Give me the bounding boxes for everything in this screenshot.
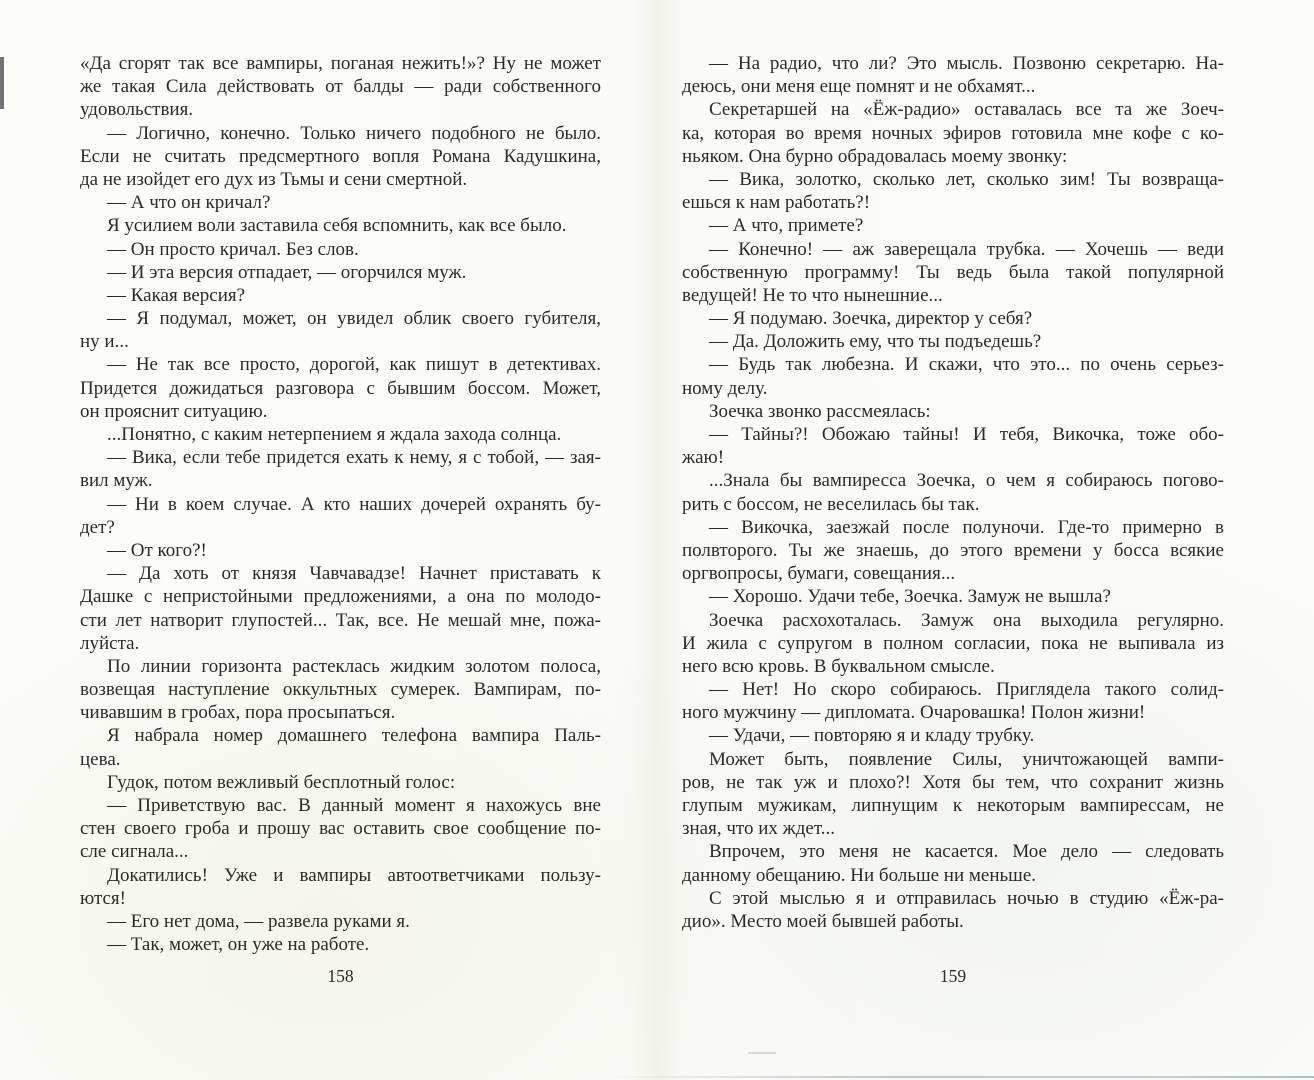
text-line: Впрочем, это меня не касается. Мое дело — следовать <box>709 841 1224 863</box>
text-line: — Будь так любезна. И скажи, что это... по очень серьез- <box>709 354 1224 376</box>
text-line: Дашке с непристойными предложениями, а она по молодо- <box>80 586 601 608</box>
text-line: возвещая наступление оккультных сумерек. Вампирам, по- <box>80 679 601 701</box>
text-line: сле сигнала... <box>80 841 189 863</box>
text-line: ньяком. Она бурно обрадовалась моему звонку: <box>682 145 1068 167</box>
text-line: Если не считать предсмертного вопля Романа Кадушкина, <box>80 145 601 167</box>
text-line: — Я подумаю. Зоечка, директор у себя? <box>709 308 1033 330</box>
text-line: собственную программу! Ты ведь была такой популярной <box>682 261 1224 283</box>
text-line: — Тайны?! Обожаю тайны! И тебя, Викочка, тоже обо- <box>709 424 1224 445</box>
text-line: Докатились! Уже и вампиры автоответчиками пользу- <box>107 864 601 886</box>
text-line: — Да. Доложить ему, что ты подъедешь? <box>709 331 1042 353</box>
text-line: ров, не так уж и плохо?! Хотя бы тем, что сохранит жизнь <box>682 771 1224 793</box>
text-line: ешься к нам работать?! <box>682 192 871 214</box>
text-line: — Удачи, — повторяю я и кладу трубку. <box>709 725 1035 747</box>
text-line: зная, что их ждет... <box>682 818 835 840</box>
scan-artifact-bottom-line <box>600 1076 1314 1078</box>
text-line: ну и... <box>80 331 129 353</box>
text-line: ведущей! Не то что нынешние... <box>682 284 943 306</box>
text-line: — Викочка, заезжай после полуночи. Где-то примерно в <box>709 516 1224 538</box>
text-line: же такая Сила действовать от балды — ради собственного <box>80 76 601 98</box>
text-line: ка, которая во время ночных эфиров готовила мне кофе с ко- <box>682 122 1224 144</box>
text-line: полвторого. Ты же знаешь, до этого времени у босса всякие <box>682 539 1224 561</box>
text-line: Придется дожидаться разговора с бывшим боссом. Может, <box>80 377 601 399</box>
text-line: Зоечка звонко рассмеялась: <box>709 400 931 422</box>
text-line: — Вика, если тебе придется ехать к нему, я с тобой, — зая- <box>107 447 601 469</box>
text-line: — Да хоть от князя Чавчавадзе! Начнет приставать к <box>107 563 601 585</box>
text-line: Я набрала номер домашнего телефона вампира Паль- <box>107 725 601 747</box>
text-line: луйста. <box>80 632 140 654</box>
text-line: — Конечно! — аж заверещала трубка. — Хочешь — веди <box>709 238 1224 260</box>
text-line: С этой мыслью я и отправилась ночью в студию «Ёж-ра- <box>709 887 1224 909</box>
text-line: стен своего гроба и прошу вас оставить свое сообщение по- <box>80 818 601 840</box>
text-line: оргвопросы, бумаги, совещания... <box>682 563 956 585</box>
page-gutter-shadow <box>636 0 680 1080</box>
text-line: — А что он кричал? <box>107 192 271 214</box>
page-number-right: 159 <box>939 966 967 986</box>
text-line: И жила с супругом в полном согласии, пока не выпивала из <box>682 632 1224 654</box>
text-line: вил муж. <box>80 470 153 492</box>
text-line: — Я подумал, может, он увидел облик своего губителя, <box>107 308 601 330</box>
text-line: — От кого?! <box>107 539 207 561</box>
text-line: «Да сгорят так все вампиры, поганая нежить!»? Ну не может <box>80 53 601 74</box>
text-line: — Какая версия? <box>107 284 246 306</box>
text-line: Я усилием воли заставила себя вспомнить, как все было. <box>107 215 567 237</box>
text-line: Может быть, появление Силы, уничтожающей вампи- <box>709 748 1224 770</box>
text-line: он прояснит ситуацию. <box>80 400 268 422</box>
text-line: Зоечка расхохоталась. Замуж она выходила регулярно. <box>709 609 1224 631</box>
text-line: жаю! <box>682 447 725 469</box>
text-line: чивавшим в гробах, пора просыпаться. <box>80 702 396 724</box>
text-line: — Хорошо. Удачи тебе, Зоечка. Замуж не вышла? <box>709 586 1111 608</box>
text-line: сти лет натворит глупостей... Так, все. Не мешай мне, пожа- <box>80 609 601 631</box>
text-line: ного мужчину — дипломата. Очаровашка! Полон жизни! <box>682 702 1146 724</box>
scan-artifact-left-edge <box>0 57 4 109</box>
text-line: него всю кровь. В буквальном смысле. <box>682 655 995 677</box>
text-line: Гудок, потом вежливый бесплотный голос: <box>107 771 456 793</box>
text-column-right <box>682 52 1224 933</box>
page-number-left: 158 <box>327 966 354 986</box>
text-line: — Вика, золотко, сколько лет, сколько зим! Ты возвраща- <box>709 168 1224 190</box>
text-line: — Так, может, он уже на работе. <box>107 934 370 956</box>
text-line: дет? <box>80 516 115 538</box>
text-line: дио». Место моей бывшей работы. <box>682 910 964 932</box>
text-line: ...Понятно, с каким нетерпением я ждала захода солнца. <box>107 424 562 445</box>
text-line: По линии горизонта растеклась жидким золотом полоса, <box>107 655 601 677</box>
text-line: цева. <box>80 748 121 770</box>
text-line: — И эта версия отпадает, — огорчился муж. <box>107 261 467 283</box>
text-line: ...Знала бы вампиресса Зоечка, о чем я собираюсь погово- <box>709 470 1224 492</box>
text-column-left <box>80 52 601 956</box>
text-line: Секретаршей на «Ёж-радио» оставалась все та же Зоеч- <box>709 99 1224 121</box>
text-line: да не изойдет его дух из Тьмы и сени смертной. <box>80 168 468 190</box>
text-line: ются! <box>80 887 126 909</box>
text-line: — Логично, конечно. Только ничего подобного не было. <box>107 122 601 144</box>
text-line: — Его нет дома, — развела руками я. <box>107 910 410 932</box>
text-line: — Ни в коем случае. А кто наших дочерей охранять бу- <box>107 493 601 515</box>
text-line: деюсь, они меня еще помнят и не обхамят... <box>682 76 1036 98</box>
text-line: — Нет! Но скоро собираюсь. Приглядела такого солид- <box>709 679 1224 701</box>
text-line: удовольствия. <box>80 99 194 121</box>
text-line: рить с боссом, не веселилась бы так. <box>682 493 980 515</box>
text-line: — А что, примете? <box>709 215 864 237</box>
text-line: глупым мужикам, липнущим к некоторым вампирессам, не <box>682 795 1224 816</box>
text-line: — На радио, что ли? Это мысль. Позвоню секретарю. На- <box>709 53 1224 74</box>
scan-artifact-small-dash <box>748 1052 776 1054</box>
text-line: — Приветствую вас. В данный момент я нахожусь вне <box>107 795 601 816</box>
text-line: ному делу. <box>682 377 768 399</box>
text-line: данному обещанию. Ни больше ни меньше. <box>682 864 1036 886</box>
text-line: — Он просто кричал. Без слов. <box>107 238 359 260</box>
text-line: — Не так все просто, дорогой, как пишут в детективах. <box>107 354 601 376</box>
